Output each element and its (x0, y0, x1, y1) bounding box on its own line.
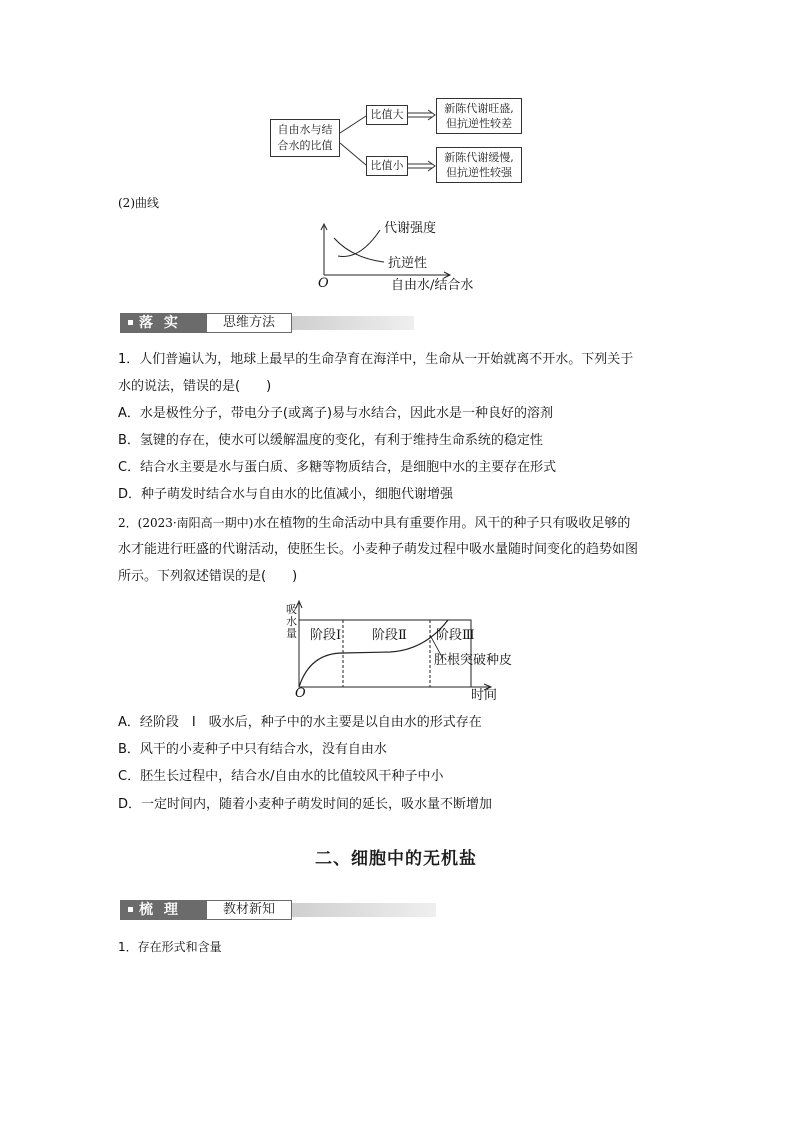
q1-option-a: A．水是极性分子，带电分子(或离子)易与水结合，因此水是一种良好的溶剂 (118, 406, 554, 421)
resistance-curve (334, 238, 384, 262)
diagram-low-label: 比值小 (370, 159, 404, 172)
item-1-heading: 1．存在形式和含量 (118, 940, 222, 954)
q2-option-a: A．经阶段 Ⅰ 吸水后，种子中的水主要是以自由水的形式存在 (118, 715, 482, 730)
annotation-text: 胚根突破种皮 (434, 653, 513, 668)
diagram-high-result-line1: 新陈代谢旺盛, (444, 102, 514, 115)
curve-series1-label: 代谢强度 (384, 221, 437, 236)
banner-tail (292, 903, 436, 917)
banner-tag: 落 实 (120, 313, 206, 333)
q2-option-d: D．一定时间内，随着小麦种子萌发时间的延长，吸水量不断增加 (118, 797, 493, 812)
q1-option-c: C．结合水主要是水与蛋白质、多糖等物质结合，是细胞中水的主要存在形式 (118, 460, 557, 475)
diagram-root-line2: 合水的比值 (277, 139, 333, 152)
q2-stem-line1 (118, 514, 630, 533)
diagram-high-label: 比值大 (370, 108, 404, 121)
q1-option-d: D．种子萌发时结合水与自由水的比值减小，细胞代谢增强 (118, 487, 454, 502)
diagram-low-result-line2: 但抗逆性较强 (446, 166, 512, 179)
q2-stem-line3: 所示。下列叙述错误的是( ) (118, 569, 298, 584)
double-arrow-low (408, 161, 435, 171)
water-uptake-origin: O (295, 686, 306, 701)
stage2-label: 阶段Ⅱ (372, 628, 407, 643)
section-title: 二、细胞中的无机盐 (315, 849, 477, 869)
q2-option-b: B．风干的小麦种子中只有结合水，没有自由水 (118, 742, 387, 757)
curve-x-label: 自由水/结合水 (391, 278, 474, 293)
q1-stem-line2: 水的说法，错误的是( ) (118, 379, 272, 394)
curve-section-label: (2)曲线 (118, 196, 159, 210)
diagram-root-line1: 自由水与结 (277, 123, 333, 136)
stage1-label: 阶段Ⅰ (310, 628, 342, 643)
curve-origin: O (318, 276, 329, 291)
water-uptake-y-label: 吸水量 (286, 603, 297, 640)
curve-series2-label: 抗逆性 (388, 256, 428, 271)
q1-stem-line1: 1．人们普遍认为，地球上最早的生命孕育在海洋中，生命从一开始就离不开水。下列关于 (118, 352, 634, 367)
banner-tail (292, 316, 414, 330)
banner-label: 教材新知 (206, 900, 292, 920)
stage3-label: 阶段Ⅲ (436, 628, 475, 643)
double-arrow-high (408, 110, 435, 120)
diagram-high-result-line2: 但抗逆性较差 (446, 117, 512, 130)
section-banner-practice (120, 313, 416, 333)
q2-stem-text: 水在植物的生命活动中具有重要作用。风干的种子只有吸收足够的 (253, 516, 631, 531)
water-uptake-x-label: 时间 (471, 688, 498, 703)
diagram-low-result-line1: 新陈代谢缓慢, (444, 151, 514, 164)
q1-option-b: B．氢键的存在，使水可以缓解温度的变化，有利于维持生命系统的稳定性 (118, 433, 543, 448)
banner-label: 思维方法 (206, 313, 292, 333)
diagram-connectors (0, 0, 794, 200)
metabolism-curve (338, 230, 380, 256)
q2-source: 2．(2023·南阳高一期中) (118, 516, 254, 530)
section-banner-review (120, 900, 438, 920)
q2-stem-line2: 水才能进行旺盛的代谢活动，使胚生长。小麦种子萌发过程中吸水量随时间变化的趋势如图 (118, 542, 639, 557)
banner-tag: 梳 理 (120, 900, 206, 920)
q2-option-c: C．胚生长过程中，结合水/自由水的比值较风干种子中小 (118, 769, 444, 784)
